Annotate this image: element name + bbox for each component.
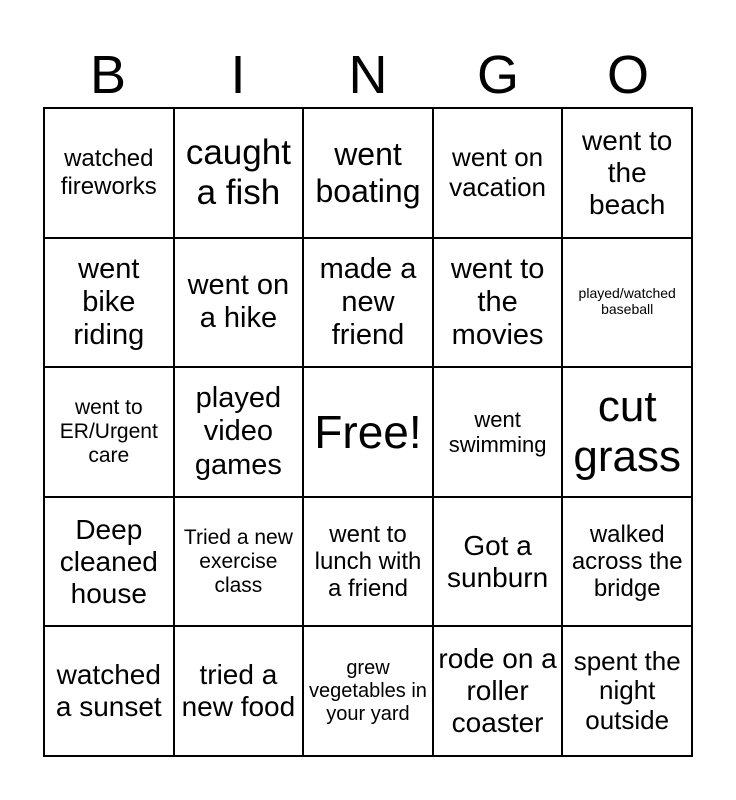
free-space-cell[interactable] bbox=[303, 367, 433, 497]
bingo-cell[interactable] bbox=[44, 367, 174, 497]
cell-text: grew vegetables in your yard bbox=[309, 657, 427, 725]
bingo-cell[interactable] bbox=[303, 497, 433, 627]
bingo-cell[interactable] bbox=[433, 497, 563, 627]
cell-text: walked across the bridge bbox=[571, 520, 683, 603]
bingo-cell[interactable] bbox=[433, 238, 563, 368]
header-letter-i: I bbox=[230, 45, 246, 105]
cell-text: watched fireworks bbox=[60, 145, 157, 200]
cell-text: rode on a roller coaster bbox=[438, 643, 557, 739]
bingo-cell[interactable] bbox=[303, 108, 433, 238]
bingo-cell[interactable] bbox=[174, 367, 304, 497]
cell-text: went bike riding bbox=[73, 252, 145, 351]
cell-text: went swimming bbox=[448, 406, 547, 457]
bingo-cell[interactable] bbox=[303, 626, 433, 756]
cell-text: went to the beach bbox=[582, 124, 673, 220]
bingo-cell[interactable] bbox=[44, 497, 174, 627]
cell-text: went boating bbox=[315, 136, 421, 209]
header-letter-o: O bbox=[606, 45, 649, 105]
bingo-cell[interactable] bbox=[174, 238, 304, 368]
header-letter-b: B bbox=[89, 45, 127, 105]
bingo-cell[interactable] bbox=[562, 367, 692, 497]
cell-text: Deep cleaned house bbox=[59, 513, 158, 609]
cell-text: went to the movies bbox=[450, 252, 545, 351]
bingo-cell[interactable] bbox=[433, 626, 563, 756]
cell-text: cut grass bbox=[573, 381, 681, 481]
bingo-header bbox=[43, 44, 693, 106]
cell-text: played video games bbox=[194, 382, 282, 481]
bingo-board bbox=[43, 107, 693, 757]
cell-text: made a new friend bbox=[319, 252, 417, 351]
bingo-cell[interactable] bbox=[562, 108, 692, 238]
bingo-cell[interactable] bbox=[562, 497, 692, 627]
cell-text: caught a fish bbox=[185, 132, 291, 212]
bingo-cell[interactable] bbox=[303, 238, 433, 368]
bingo-cell[interactable] bbox=[174, 497, 304, 627]
free-space-text: Free! bbox=[314, 405, 422, 458]
bingo-cell[interactable] bbox=[174, 108, 304, 238]
cell-text: went to ER/Urgent care bbox=[59, 396, 158, 467]
cell-text: went on vacation bbox=[449, 142, 547, 202]
header-letter-g: G bbox=[476, 45, 519, 105]
cell-text: Tried a new exercise class bbox=[183, 525, 293, 597]
bingo-cell[interactable] bbox=[562, 626, 692, 756]
header-letter-n: N bbox=[348, 45, 388, 105]
bingo-cell[interactable] bbox=[174, 626, 304, 756]
bingo-cell[interactable] bbox=[44, 108, 174, 238]
bingo-cell[interactable] bbox=[44, 626, 174, 756]
bingo-cell[interactable] bbox=[433, 367, 563, 497]
cell-text: watched a sunset bbox=[55, 659, 162, 723]
cell-text: spent the night outside bbox=[573, 645, 681, 735]
bingo-cell[interactable] bbox=[44, 238, 174, 368]
cell-text: went on a hike bbox=[187, 269, 290, 335]
bingo-cell[interactable] bbox=[562, 238, 692, 368]
cell-text: went to lunch with a friend bbox=[314, 520, 422, 603]
cell-text: played/watched baseball bbox=[578, 285, 676, 318]
cell-text: tried a new food bbox=[181, 659, 296, 723]
bingo-cell[interactable] bbox=[433, 108, 563, 238]
cell-text: Got a sunburn bbox=[447, 529, 549, 593]
